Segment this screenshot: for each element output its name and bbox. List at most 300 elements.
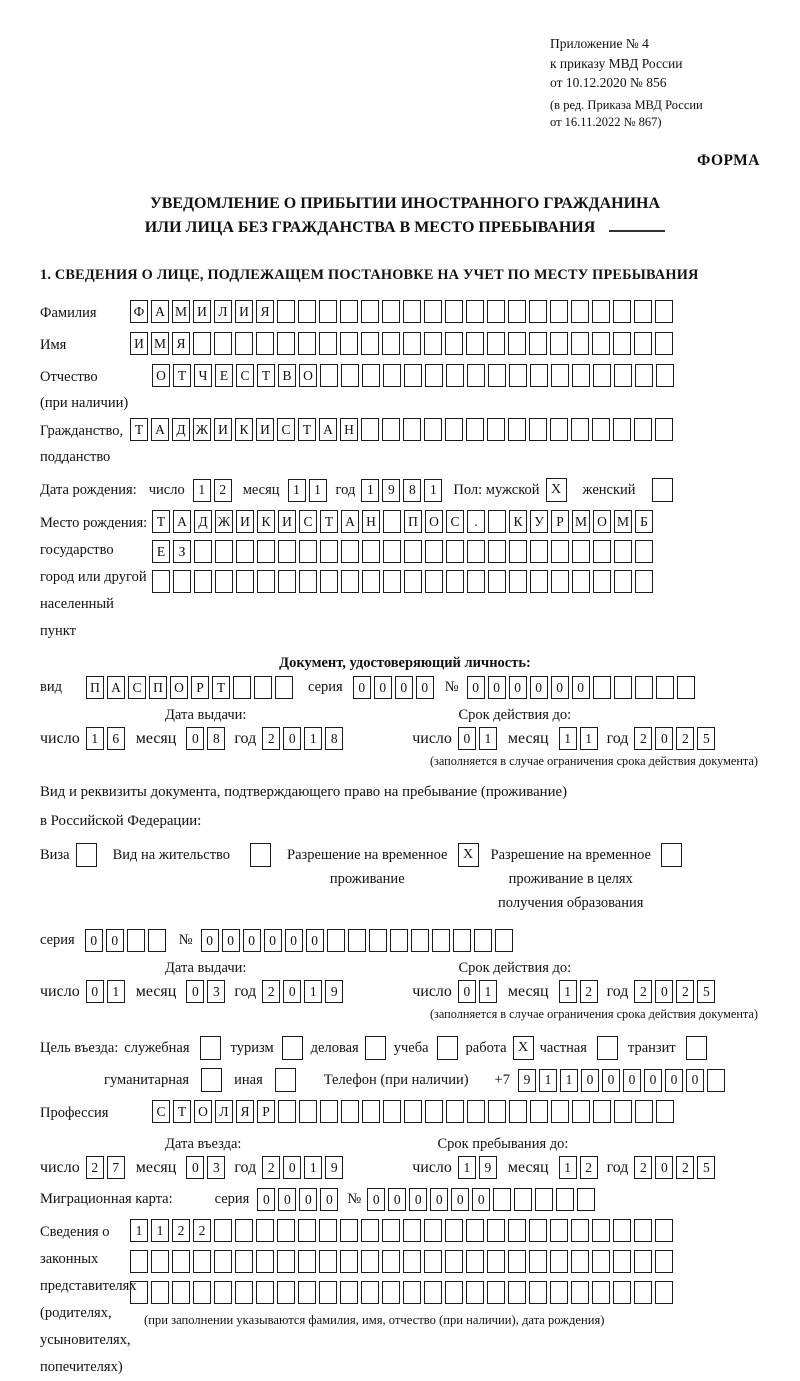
char-cell[interactable]: О bbox=[299, 364, 317, 387]
char-cell[interactable]: 0 bbox=[458, 980, 476, 1003]
char-cell[interactable]: П bbox=[149, 676, 167, 699]
char-cell[interactable] bbox=[424, 1281, 442, 1304]
char-cell[interactable] bbox=[445, 1281, 463, 1304]
char-cell[interactable] bbox=[550, 418, 568, 441]
char-cell[interactable] bbox=[362, 540, 380, 563]
char-cell[interactable]: В bbox=[278, 364, 296, 387]
char-cell[interactable] bbox=[236, 540, 254, 563]
char-cell[interactable] bbox=[320, 1100, 338, 1123]
char-cell[interactable]: 0 bbox=[430, 1188, 448, 1211]
char-cell[interactable] bbox=[236, 570, 254, 593]
char-cell[interactable] bbox=[508, 418, 526, 441]
char-cell[interactable]: 1 bbox=[560, 1069, 578, 1092]
char-cell[interactable] bbox=[446, 540, 464, 563]
char-cell[interactable] bbox=[424, 1219, 442, 1242]
char-cell[interactable] bbox=[634, 300, 652, 323]
char-cell[interactable] bbox=[256, 332, 274, 355]
char-cell[interactable] bbox=[635, 540, 653, 563]
char-cell[interactable] bbox=[571, 1219, 589, 1242]
char-cell[interactable] bbox=[508, 1219, 526, 1242]
char-cell[interactable] bbox=[535, 1188, 553, 1211]
char-cell[interactable] bbox=[215, 570, 233, 593]
char-cell[interactable]: Т bbox=[152, 510, 170, 533]
char-cell[interactable]: И bbox=[235, 300, 253, 323]
char-cell[interactable]: Р bbox=[257, 1100, 275, 1123]
char-cell[interactable] bbox=[614, 1100, 632, 1123]
char-cell[interactable] bbox=[467, 1100, 485, 1123]
char-cell[interactable] bbox=[487, 300, 505, 323]
char-cell[interactable]: Л bbox=[215, 1100, 233, 1123]
char-cell[interactable]: 9 bbox=[325, 1156, 343, 1179]
char-cell[interactable] bbox=[551, 1100, 569, 1123]
char-cell[interactable]: 2 bbox=[580, 1156, 598, 1179]
char-cell[interactable]: 3 bbox=[207, 1156, 225, 1179]
char-cell[interactable] bbox=[340, 332, 358, 355]
char-cell[interactable] bbox=[382, 300, 400, 323]
char-cell[interactable]: С bbox=[128, 676, 146, 699]
char-cell[interactable] bbox=[173, 570, 191, 593]
char-cell[interactable] bbox=[214, 1281, 232, 1304]
char-cell[interactable] bbox=[403, 300, 421, 323]
char-cell[interactable] bbox=[592, 1219, 610, 1242]
char-cell[interactable] bbox=[614, 676, 632, 699]
char-cell[interactable]: А bbox=[151, 418, 169, 441]
char-cell[interactable]: 8 bbox=[403, 479, 421, 502]
char-cell[interactable]: Ф bbox=[130, 300, 148, 323]
char-cell[interactable]: 0 bbox=[374, 676, 392, 699]
char-cell[interactable] bbox=[404, 364, 422, 387]
char-cell[interactable]: 0 bbox=[509, 676, 527, 699]
char-cell[interactable] bbox=[445, 300, 463, 323]
char-cell[interactable]: Н bbox=[362, 510, 380, 533]
char-cell[interactable]: 9 bbox=[518, 1069, 536, 1092]
char-cell[interactable] bbox=[593, 676, 611, 699]
char-cell[interactable]: 2 bbox=[262, 1156, 280, 1179]
char-cell[interactable] bbox=[361, 300, 379, 323]
char-cell[interactable] bbox=[467, 570, 485, 593]
char-cell[interactable] bbox=[214, 332, 232, 355]
char-cell[interactable]: 2 bbox=[262, 727, 280, 750]
char-cell[interactable] bbox=[298, 1219, 316, 1242]
char-cell[interactable] bbox=[319, 332, 337, 355]
char-cell[interactable] bbox=[571, 300, 589, 323]
char-cell[interactable] bbox=[572, 570, 590, 593]
char-cell[interactable] bbox=[493, 1188, 511, 1211]
char-cell[interactable] bbox=[277, 1250, 295, 1273]
char-cell[interactable] bbox=[453, 929, 471, 952]
char-cell[interactable] bbox=[424, 332, 442, 355]
char-cell[interactable] bbox=[529, 332, 547, 355]
char-cell[interactable] bbox=[614, 570, 632, 593]
char-cell[interactable]: Т bbox=[257, 364, 275, 387]
char-cell[interactable]: М bbox=[614, 510, 632, 533]
char-cell[interactable] bbox=[424, 1250, 442, 1273]
char-cell[interactable]: 0 bbox=[299, 1188, 317, 1211]
char-cell[interactable] bbox=[194, 540, 212, 563]
char-cell[interactable]: 1 bbox=[539, 1069, 557, 1092]
char-cell[interactable] bbox=[340, 1281, 358, 1304]
char-cell[interactable] bbox=[466, 332, 484, 355]
char-cell[interactable]: Д bbox=[194, 510, 212, 533]
char-cell[interactable]: 0 bbox=[243, 929, 261, 952]
char-cell[interactable]: 1 bbox=[304, 980, 322, 1003]
char-cell[interactable] bbox=[390, 929, 408, 952]
char-cell[interactable] bbox=[277, 332, 295, 355]
char-cell[interactable] bbox=[593, 364, 611, 387]
visa-checkbox[interactable] bbox=[76, 843, 97, 867]
char-cell[interactable]: 0 bbox=[278, 1188, 296, 1211]
char-cell[interactable]: 5 bbox=[697, 727, 715, 750]
char-cell[interactable] bbox=[403, 1250, 421, 1273]
char-cell[interactable] bbox=[466, 1281, 484, 1304]
char-cell[interactable] bbox=[320, 570, 338, 593]
char-cell[interactable] bbox=[613, 332, 631, 355]
char-cell[interactable] bbox=[383, 1100, 401, 1123]
char-cell[interactable] bbox=[572, 540, 590, 563]
char-cell[interactable] bbox=[655, 332, 673, 355]
char-cell[interactable]: О bbox=[425, 510, 443, 533]
char-cell[interactable] bbox=[361, 1250, 379, 1273]
char-cell[interactable] bbox=[404, 1100, 422, 1123]
char-cell[interactable] bbox=[474, 929, 492, 952]
char-cell[interactable] bbox=[257, 570, 275, 593]
char-cell[interactable]: Р bbox=[191, 676, 209, 699]
char-cell[interactable]: 0 bbox=[572, 676, 590, 699]
char-cell[interactable]: У bbox=[530, 510, 548, 533]
char-cell[interactable]: 0 bbox=[458, 727, 476, 750]
char-cell[interactable]: 9 bbox=[325, 980, 343, 1003]
char-cell[interactable] bbox=[529, 1281, 547, 1304]
char-cell[interactable] bbox=[613, 1250, 631, 1273]
char-cell[interactable] bbox=[340, 300, 358, 323]
char-cell[interactable]: Е bbox=[215, 364, 233, 387]
char-cell[interactable] bbox=[193, 332, 211, 355]
char-cell[interactable] bbox=[382, 1281, 400, 1304]
char-cell[interactable]: 0 bbox=[186, 1156, 204, 1179]
char-cell[interactable]: Т bbox=[173, 1100, 191, 1123]
char-cell[interactable]: 1 bbox=[479, 727, 497, 750]
char-cell[interactable] bbox=[635, 1100, 653, 1123]
char-cell[interactable] bbox=[592, 300, 610, 323]
char-cell[interactable]: 1 bbox=[559, 980, 577, 1003]
char-cell[interactable]: 0 bbox=[472, 1188, 490, 1211]
char-cell[interactable] bbox=[319, 300, 337, 323]
char-cell[interactable]: 1 bbox=[304, 727, 322, 750]
char-cell[interactable]: 0 bbox=[283, 727, 301, 750]
sex-female-checkbox[interactable] bbox=[652, 478, 673, 502]
char-cell[interactable]: М bbox=[572, 510, 590, 533]
char-cell[interactable] bbox=[509, 364, 527, 387]
char-cell[interactable] bbox=[571, 418, 589, 441]
char-cell[interactable]: А bbox=[319, 418, 337, 441]
char-cell[interactable] bbox=[571, 1281, 589, 1304]
char-cell[interactable] bbox=[592, 332, 610, 355]
char-cell[interactable]: 0 bbox=[655, 980, 673, 1003]
char-cell[interactable]: О bbox=[170, 676, 188, 699]
char-cell[interactable]: О bbox=[194, 1100, 212, 1123]
char-cell[interactable] bbox=[383, 364, 401, 387]
char-cell[interactable] bbox=[172, 1281, 190, 1304]
char-cell[interactable] bbox=[593, 540, 611, 563]
char-cell[interactable] bbox=[572, 364, 590, 387]
char-cell[interactable] bbox=[319, 1281, 337, 1304]
char-cell[interactable] bbox=[487, 1281, 505, 1304]
char-cell[interactable] bbox=[634, 418, 652, 441]
char-cell[interactable] bbox=[577, 1188, 595, 1211]
char-cell[interactable] bbox=[340, 1219, 358, 1242]
char-cell[interactable] bbox=[551, 540, 569, 563]
char-cell[interactable]: Д bbox=[172, 418, 190, 441]
char-cell[interactable]: 0 bbox=[416, 676, 434, 699]
char-cell[interactable] bbox=[298, 1281, 316, 1304]
char-cell[interactable]: 1 bbox=[580, 727, 598, 750]
char-cell[interactable]: А bbox=[341, 510, 359, 533]
temp-residence-checkbox[interactable]: X bbox=[458, 843, 479, 867]
char-cell[interactable] bbox=[383, 510, 401, 533]
char-cell[interactable]: 1 bbox=[288, 479, 306, 502]
char-cell[interactable]: 5 bbox=[697, 980, 715, 1003]
char-cell[interactable] bbox=[655, 1219, 673, 1242]
char-cell[interactable] bbox=[509, 540, 527, 563]
char-cell[interactable] bbox=[148, 929, 166, 952]
char-cell[interactable]: Ж bbox=[193, 418, 211, 441]
char-cell[interactable] bbox=[592, 418, 610, 441]
char-cell[interactable] bbox=[655, 1281, 673, 1304]
char-cell[interactable] bbox=[425, 1100, 443, 1123]
purpose-business-checkbox[interactable] bbox=[365, 1036, 386, 1060]
char-cell[interactable]: О bbox=[593, 510, 611, 533]
char-cell[interactable] bbox=[340, 1250, 358, 1273]
char-cell[interactable] bbox=[425, 364, 443, 387]
char-cell[interactable] bbox=[655, 418, 673, 441]
char-cell[interactable] bbox=[508, 1250, 526, 1273]
char-cell[interactable] bbox=[341, 364, 359, 387]
char-cell[interactable]: 2 bbox=[634, 1156, 652, 1179]
char-cell[interactable] bbox=[571, 332, 589, 355]
char-cell[interactable] bbox=[383, 570, 401, 593]
char-cell[interactable]: 0 bbox=[467, 676, 485, 699]
char-cell[interactable] bbox=[466, 1219, 484, 1242]
char-cell[interactable] bbox=[362, 364, 380, 387]
char-cell[interactable] bbox=[432, 929, 450, 952]
char-cell[interactable]: Т bbox=[320, 510, 338, 533]
char-cell[interactable] bbox=[193, 1250, 211, 1273]
char-cell[interactable]: З bbox=[173, 540, 191, 563]
purpose-tourism-checkbox[interactable] bbox=[282, 1036, 303, 1060]
char-cell[interactable] bbox=[488, 540, 506, 563]
char-cell[interactable] bbox=[614, 364, 632, 387]
char-cell[interactable] bbox=[214, 1250, 232, 1273]
char-cell[interactable] bbox=[655, 300, 673, 323]
char-cell[interactable]: Т bbox=[130, 418, 148, 441]
char-cell[interactable] bbox=[256, 1219, 274, 1242]
char-cell[interactable]: А bbox=[173, 510, 191, 533]
char-cell[interactable]: 0 bbox=[86, 980, 104, 1003]
char-cell[interactable] bbox=[495, 929, 513, 952]
char-cell[interactable]: 0 bbox=[222, 929, 240, 952]
char-cell[interactable]: 1 bbox=[193, 479, 211, 502]
char-cell[interactable]: 1 bbox=[479, 980, 497, 1003]
char-cell[interactable] bbox=[298, 1250, 316, 1273]
char-cell[interactable]: К bbox=[509, 510, 527, 533]
char-cell[interactable]: 0 bbox=[367, 1188, 385, 1211]
char-cell[interactable]: 0 bbox=[264, 929, 282, 952]
temp-residence-edu-checkbox[interactable] bbox=[661, 843, 682, 867]
char-cell[interactable] bbox=[424, 418, 442, 441]
char-cell[interactable] bbox=[151, 1281, 169, 1304]
char-cell[interactable] bbox=[369, 929, 387, 952]
char-cell[interactable]: 2 bbox=[172, 1219, 190, 1242]
char-cell[interactable] bbox=[277, 300, 295, 323]
char-cell[interactable] bbox=[275, 676, 293, 699]
char-cell[interactable] bbox=[193, 1281, 211, 1304]
char-cell[interactable] bbox=[424, 300, 442, 323]
char-cell[interactable] bbox=[299, 1100, 317, 1123]
char-cell[interactable] bbox=[656, 1100, 674, 1123]
char-cell[interactable] bbox=[508, 332, 526, 355]
char-cell[interactable]: К bbox=[235, 418, 253, 441]
char-cell[interactable]: 1 bbox=[86, 727, 104, 750]
char-cell[interactable] bbox=[635, 570, 653, 593]
char-cell[interactable]: И bbox=[130, 332, 148, 355]
char-cell[interactable]: 0 bbox=[665, 1069, 683, 1092]
char-cell[interactable] bbox=[613, 1281, 631, 1304]
char-cell[interactable] bbox=[529, 300, 547, 323]
char-cell[interactable] bbox=[382, 1219, 400, 1242]
char-cell[interactable] bbox=[382, 332, 400, 355]
char-cell[interactable] bbox=[487, 418, 505, 441]
char-cell[interactable]: 1 bbox=[559, 1156, 577, 1179]
char-cell[interactable]: 0 bbox=[655, 727, 673, 750]
char-cell[interactable]: Б bbox=[635, 510, 653, 533]
char-cell[interactable]: О bbox=[152, 364, 170, 387]
char-cell[interactable] bbox=[707, 1069, 725, 1092]
char-cell[interactable] bbox=[235, 1281, 253, 1304]
char-cell[interactable] bbox=[446, 364, 464, 387]
char-cell[interactable]: 2 bbox=[676, 980, 694, 1003]
char-cell[interactable]: 0 bbox=[655, 1156, 673, 1179]
purpose-study-checkbox[interactable] bbox=[437, 1036, 458, 1060]
char-cell[interactable]: 1 bbox=[559, 727, 577, 750]
char-cell[interactable]: 0 bbox=[530, 676, 548, 699]
char-cell[interactable]: 9 bbox=[479, 1156, 497, 1179]
purpose-humanitarian-checkbox[interactable] bbox=[201, 1068, 222, 1092]
char-cell[interactable] bbox=[362, 1100, 380, 1123]
char-cell[interactable]: 2 bbox=[262, 980, 280, 1003]
char-cell[interactable]: А bbox=[107, 676, 125, 699]
char-cell[interactable]: 2 bbox=[634, 727, 652, 750]
char-cell[interactable] bbox=[278, 540, 296, 563]
char-cell[interactable]: М bbox=[172, 300, 190, 323]
char-cell[interactable]: С bbox=[152, 1100, 170, 1123]
char-cell[interactable]: 0 bbox=[602, 1069, 620, 1092]
char-cell[interactable] bbox=[403, 1219, 421, 1242]
char-cell[interactable] bbox=[235, 1219, 253, 1242]
char-cell[interactable]: 0 bbox=[285, 929, 303, 952]
char-cell[interactable] bbox=[383, 540, 401, 563]
char-cell[interactable]: 1 bbox=[424, 479, 442, 502]
char-cell[interactable] bbox=[277, 1219, 295, 1242]
char-cell[interactable] bbox=[256, 1250, 274, 1273]
char-cell[interactable] bbox=[656, 676, 674, 699]
char-cell[interactable]: И bbox=[214, 418, 232, 441]
char-cell[interactable]: И bbox=[236, 510, 254, 533]
char-cell[interactable]: 0 bbox=[186, 980, 204, 1003]
char-cell[interactable] bbox=[382, 418, 400, 441]
char-cell[interactable]: Т bbox=[212, 676, 230, 699]
char-cell[interactable]: 0 bbox=[551, 676, 569, 699]
char-cell[interactable]: 0 bbox=[488, 676, 506, 699]
char-cell[interactable]: 0 bbox=[395, 676, 413, 699]
char-cell[interactable]: 1 bbox=[130, 1219, 148, 1242]
char-cell[interactable] bbox=[445, 1219, 463, 1242]
char-cell[interactable]: Я bbox=[172, 332, 190, 355]
char-cell[interactable]: М bbox=[151, 332, 169, 355]
char-cell[interactable] bbox=[172, 1250, 190, 1273]
char-cell[interactable] bbox=[487, 1250, 505, 1273]
char-cell[interactable] bbox=[488, 364, 506, 387]
purpose-work-checkbox[interactable]: X bbox=[513, 1036, 534, 1060]
char-cell[interactable] bbox=[257, 540, 275, 563]
char-cell[interactable]: И bbox=[193, 300, 211, 323]
char-cell[interactable] bbox=[404, 540, 422, 563]
char-cell[interactable] bbox=[348, 929, 366, 952]
char-cell[interactable] bbox=[425, 570, 443, 593]
char-cell[interactable]: 1 bbox=[304, 1156, 322, 1179]
char-cell[interactable]: 0 bbox=[581, 1069, 599, 1092]
char-cell[interactable]: Я bbox=[236, 1100, 254, 1123]
char-cell[interactable] bbox=[572, 1100, 590, 1123]
char-cell[interactable]: 1 bbox=[151, 1219, 169, 1242]
purpose-transit-checkbox[interactable] bbox=[686, 1036, 707, 1060]
char-cell[interactable] bbox=[488, 510, 506, 533]
char-cell[interactable] bbox=[319, 1219, 337, 1242]
char-cell[interactable] bbox=[508, 300, 526, 323]
char-cell[interactable] bbox=[556, 1188, 574, 1211]
purpose-official-checkbox[interactable] bbox=[200, 1036, 221, 1060]
char-cell[interactable] bbox=[235, 332, 253, 355]
char-cell[interactable] bbox=[194, 570, 212, 593]
char-cell[interactable]: 2 bbox=[676, 727, 694, 750]
char-cell[interactable] bbox=[233, 676, 251, 699]
char-cell[interactable] bbox=[466, 1250, 484, 1273]
char-cell[interactable] bbox=[278, 570, 296, 593]
char-cell[interactable]: С bbox=[299, 510, 317, 533]
char-cell[interactable]: 1 bbox=[309, 479, 327, 502]
purpose-other-checkbox[interactable] bbox=[275, 1068, 296, 1092]
purpose-private-checkbox[interactable] bbox=[597, 1036, 618, 1060]
char-cell[interactable] bbox=[235, 1250, 253, 1273]
char-cell[interactable]: П bbox=[404, 510, 422, 533]
char-cell[interactable] bbox=[299, 570, 317, 593]
char-cell[interactable]: К bbox=[257, 510, 275, 533]
char-cell[interactable] bbox=[530, 1100, 548, 1123]
char-cell[interactable]: 1 bbox=[361, 479, 379, 502]
char-cell[interactable]: 5 bbox=[697, 1156, 715, 1179]
char-cell[interactable]: 0 bbox=[306, 929, 324, 952]
char-cell[interactable]: Н bbox=[340, 418, 358, 441]
char-cell[interactable] bbox=[635, 364, 653, 387]
char-cell[interactable] bbox=[361, 332, 379, 355]
char-cell[interactable]: 0 bbox=[686, 1069, 704, 1092]
char-cell[interactable]: 0 bbox=[186, 727, 204, 750]
char-cell[interactable] bbox=[530, 364, 548, 387]
char-cell[interactable] bbox=[362, 570, 380, 593]
char-cell[interactable] bbox=[320, 540, 338, 563]
char-cell[interactable] bbox=[530, 540, 548, 563]
char-cell[interactable] bbox=[467, 364, 485, 387]
char-cell[interactable] bbox=[634, 1219, 652, 1242]
